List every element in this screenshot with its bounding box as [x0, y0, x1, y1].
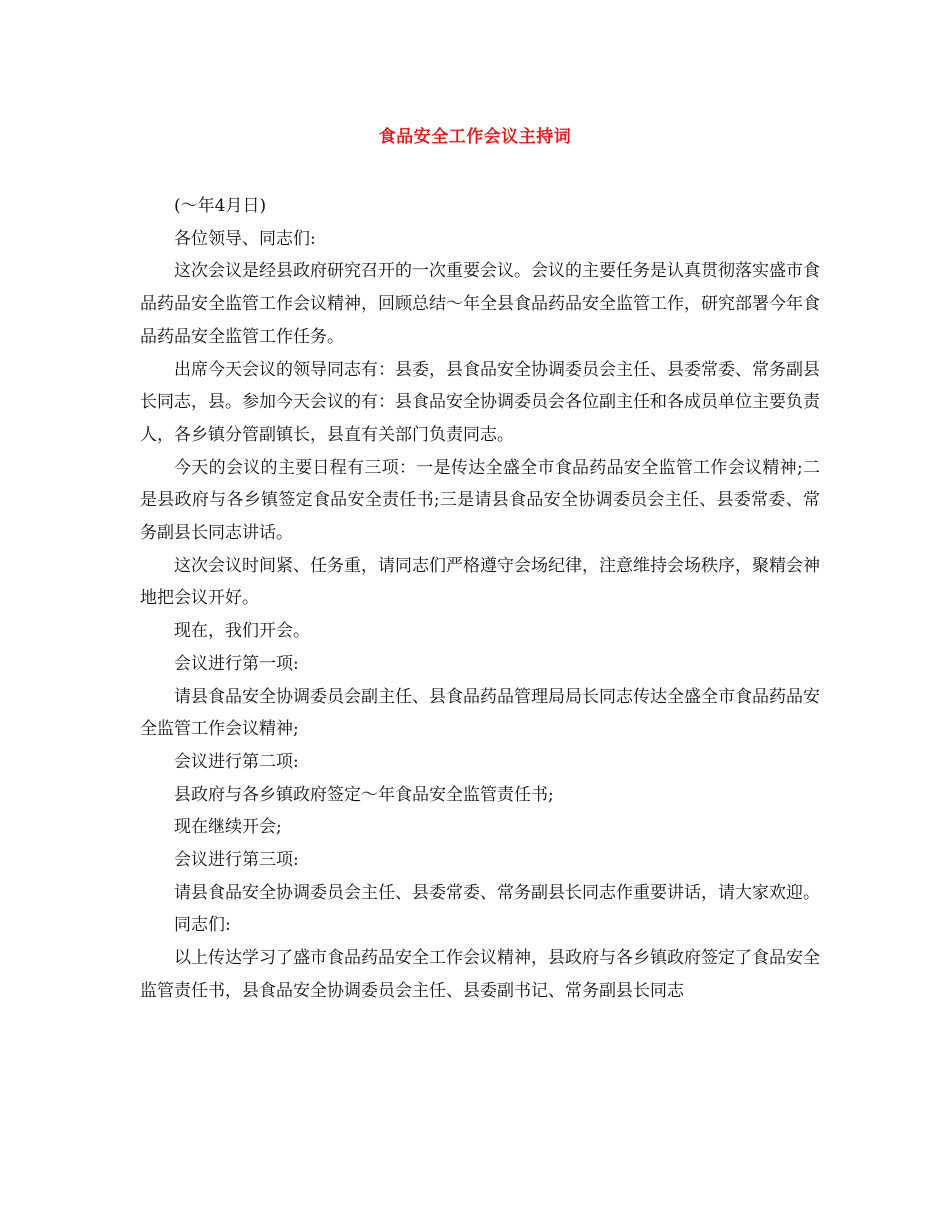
paragraph: 现在继续开会; [174, 817, 282, 838]
paragraph: 以上传达学习了盛市食品药品安全工作会议精神，县政府与各乡镇政府签定了食品安全监管责任书，县食品安全协调委员会主任、县委副书记、常务副县长同志 [140, 948, 820, 1001]
paragraph: 今天的会议的主要日程有三项：一是传达全盛全市食品药品安全监管工作会议精神;二是县政府与各乡镇签定食品安全责任书;三是请县食品安全协调委员会主任、县委常委、常务副县长同志讲话。 [140, 457, 820, 544]
agenda-heading: 会议进行第三项: [174, 850, 299, 871]
document-title: 食品安全工作会议主持词 [378, 127, 572, 147]
agenda-heading: 会议进行第一项: [174, 653, 299, 674]
document-body [140, 190, 820, 1008]
paragraph: 县政府与各乡镇政府签定～年食品安全监管责任书; [174, 784, 554, 805]
salutation: 同志们: [174, 915, 231, 936]
date-line: (～年4月日) [174, 196, 267, 216]
agenda-heading: 会议进行第二项: [174, 751, 299, 772]
paragraph: 这次会议是经县政府研究召开的一次重要会议。会议的主要任务是认真贯彻落实盛市食品药品安全监管工作会议精神，回顾总结～年全县食品药品安全监管工作，研究部署今年食品药品安全监管工作任务。 [140, 261, 820, 347]
paragraph: 请县食品安全协调委员会主任、县委常委、常务副县长同志作重要讲话，请大家欢迎。 [174, 882, 820, 903]
paragraph: 出席今天会议的领导同志有：县委，县食品安全协调委员会主任、县委常委、常务副县长同志，县。参加今天会议的有：县食品安全协调委员会各位副主任和各成员单位主要负责人，各乡镇分管副镇长，县直有关部门负责同志。 [140, 359, 820, 445]
paragraph: 请县食品安全协调委员会副主任、县食品药品管理局局长同志传达全盛全市食品药品安全监管工作会议精神; [140, 686, 820, 740]
paragraph: 这次会议时间紧、任务重，请同志们严格遵守会场纪律，注意维持会场秩序，聚精会神地把会议开好。 [140, 555, 820, 609]
paragraph: 现在，我们开会。 [174, 621, 310, 642]
salutation: 各位领导、同志们: [174, 228, 316, 249]
